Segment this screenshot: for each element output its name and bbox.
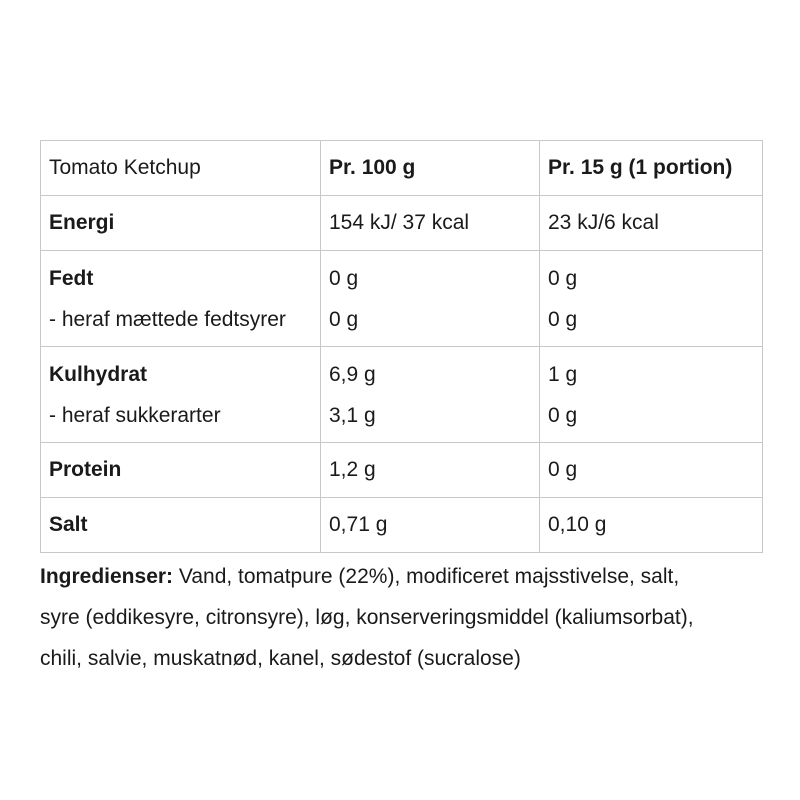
row-sub-label: - heraf mættede fedtsyrer xyxy=(49,307,286,331)
row-label: Kulhydrat xyxy=(49,362,148,386)
row-value-per100: 154 kJ/ 37 kcal xyxy=(321,196,540,251)
row-value-per-portion: 0 g xyxy=(548,266,578,290)
ingredients-label: Ingredienser: xyxy=(40,565,174,588)
row-sub-value-per100: 3,1 g xyxy=(329,403,376,427)
row-sub-value-per100: 0 g xyxy=(329,307,359,331)
row-value-per-portion: 0,10 g xyxy=(540,498,763,553)
ingredients-line-3: chili, salvie, muskatnød, kanel, sødestof (sucralose) xyxy=(40,647,521,670)
table-row-protein xyxy=(41,443,763,498)
row-value-per100: 0,71 g xyxy=(321,498,540,553)
row-value-per-portion-cell xyxy=(540,251,763,347)
row-label: Fedt xyxy=(49,266,94,290)
row-sub-value-per-portion: 0 g xyxy=(548,403,578,427)
table-header-row xyxy=(41,141,763,196)
product-name: Tomato Ketchup xyxy=(41,141,321,196)
row-value-per100: 0 g xyxy=(329,266,359,290)
row-value-per100-cell xyxy=(321,251,540,347)
ingredients-text xyxy=(40,556,770,679)
table-row-kulhydrat xyxy=(41,347,763,443)
table-row-fedt xyxy=(41,251,763,347)
row-value-per-portion: 23 kJ/6 kcal xyxy=(540,196,763,251)
row-label: Energi xyxy=(41,196,321,251)
per-100-header: Pr. 100 g xyxy=(321,141,540,196)
row-label-cell xyxy=(41,251,321,347)
row-value-per100: 6,9 g xyxy=(329,362,376,386)
row-label: Salt xyxy=(41,498,321,553)
row-value-per-portion-cell xyxy=(540,347,763,443)
row-label: Protein xyxy=(41,443,321,498)
ingredients-line-1 xyxy=(40,556,770,597)
nutrition-table xyxy=(40,140,763,553)
row-sub-value-per-portion: 0 g xyxy=(548,307,578,331)
row-value-per-portion: 0 g xyxy=(540,443,763,498)
ingredients-line-2: syre (eddikesyre, citronsyre), løg, konserveringsmiddel (kaliumsorbat), xyxy=(40,606,694,629)
per-portion-header: Pr. 15 g (1 portion) xyxy=(540,141,763,196)
row-sub-label: - heraf sukkerarter xyxy=(49,403,221,427)
table-row-energi xyxy=(41,196,763,251)
row-value-per100-cell xyxy=(321,347,540,443)
row-label-cell xyxy=(41,347,321,443)
table-row-salt xyxy=(41,498,763,553)
row-value-per-portion: 1 g xyxy=(548,362,578,386)
row-value-per100: 1,2 g xyxy=(321,443,540,498)
ingredients-line-1-text: Vand, tomatpure (22%), modificeret majsstivelse, salt, xyxy=(173,565,680,588)
